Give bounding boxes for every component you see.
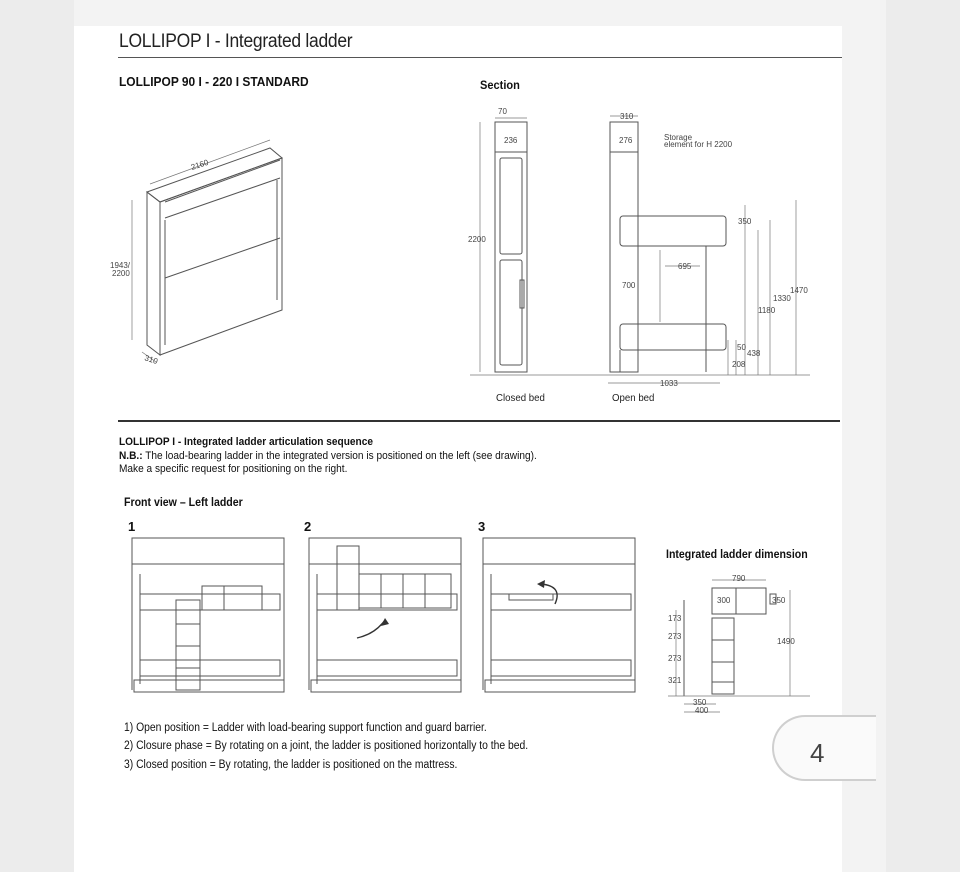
dim-695: 695 [678,262,692,271]
dim-closed-height: 2200 [468,235,486,244]
step-1-label: 1 [128,519,136,534]
step-2-label: 2 [304,519,312,534]
articulation-title: LOLLIPOP I - Integrated ladder articulation sequence [119,436,373,448]
dim-350-bottom: 350 [693,698,707,707]
dim-height-1: 1943/ [110,261,131,270]
note-2: 2) Closure phase = By rotating on a joint, the ladder is positioned horizontally to the bed. [124,740,529,752]
caption-open-bed: Open bed [612,392,655,404]
dim-open-top: 310 [620,112,634,121]
nb-text-2: Make a specific request for positioning on the right. [119,463,348,475]
dim-300: 300 [717,596,731,605]
dim-1330: 1330 [773,294,791,303]
page-number: 4 [810,738,825,768]
dim-1470: 1470 [790,286,808,295]
document-title: LOLLIPOP I - Integrated ladder [119,31,353,52]
dim-depth: 310 [143,353,159,367]
title-divider [118,57,842,58]
storage-label-2: element for H 2200 [664,140,733,149]
section-divider [118,420,840,422]
front-view-step-1 [128,534,288,696]
model-heading: LOLLIPOP 90 I - 220 I STANDARD [119,74,309,89]
dim-width: 2160 [189,157,210,172]
front-view-title: Front view – Left ladder [124,497,243,509]
dim-open-inner: 276 [619,136,633,145]
dim-700: 700 [622,281,636,290]
dim-438: 438 [747,349,761,358]
nb-note [119,450,537,476]
section-title: Section [480,78,520,92]
dim-height-2: 2200 [112,269,130,278]
nb-text: The load-bearing ladder in the integrated version is positioned on the left (see drawing). [142,450,537,462]
dim-1033: 1033 [660,379,678,388]
dim-350: 350 [738,217,752,226]
dim-1490: 1490 [777,637,795,646]
section-drawing [460,100,820,400]
dim-400: 400 [695,706,709,715]
dim-321: 321 [668,676,682,685]
front-view-step-2 [305,534,465,696]
dim-1180: 1180 [758,306,776,315]
dim-790: 790 [732,574,746,583]
ladder-dimension-drawing [660,570,820,718]
dim-173: 173 [668,614,682,623]
note-3: 3) Closed position = By rotating, the ladder is positioned on the mattress. [124,759,458,771]
nb-label: N.B.: [119,450,143,462]
page-top-margin [74,0,886,26]
dim-208: 208 [732,360,746,369]
storage-label-1: Storage [664,133,693,142]
dim-50: 50 [737,343,746,352]
step-3-label: 3 [478,519,486,534]
dim-closed-top: 70 [498,107,507,116]
bed-perspective-drawing [110,140,310,370]
dim-273-a: 273 [668,632,682,641]
dim-closed-inner: 236 [504,136,518,145]
dim-273-b: 273 [668,654,682,663]
caption-closed-bed: Closed bed [496,392,545,404]
ladder-dimension-title: Integrated ladder dimension [666,549,808,561]
note-1: 1) Open position = Ladder with load-bearing support function and guard barrier. [124,722,487,734]
front-view-step-3 [479,534,639,696]
dim-350-top: 350 [772,596,786,605]
